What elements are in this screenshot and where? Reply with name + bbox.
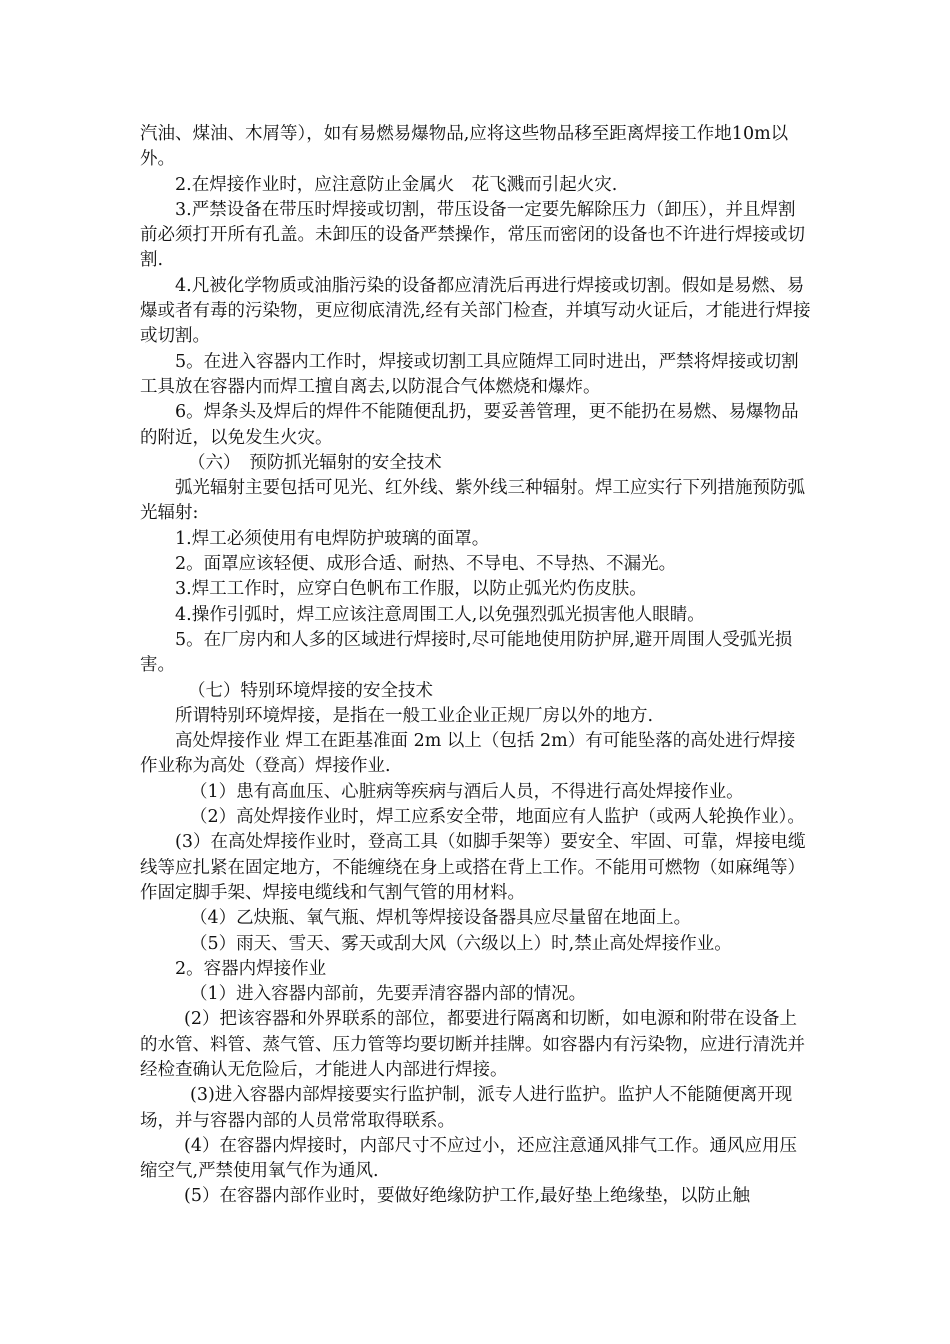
paragraph: 2。面罩应该轻便、成形合适、耐热、不导电、不导热、不漏光。	[175, 554, 677, 575]
paragraph: 4.操作引弧时，焊工应该注意周围工人,以免强烈弧光损害他人眼睛。	[175, 604, 705, 625]
paragraph: 所谓特别环境焊接，是指在一般工业企业正规厂房以外的地方.	[175, 705, 654, 726]
paragraph: 汽油、煤油、木屑等），如有易燃易爆物品,应将这些物品移至距离焊接工作地10m以外。	[140, 124, 789, 170]
paragraph: （5）雨天、雪天、雾天或刮大风（六级以上）时,禁止高处焊接作业。	[190, 933, 732, 954]
document-body	[140, 122, 812, 1210]
paragraph: 5。在进入容器内工作时，焊接或切割工具应随焊工同时进出，严禁将焊接或切割工具放在容器内而焊工擅自离去,以防混合气体燃烧和爆炸。	[140, 351, 799, 397]
paragraph: 1.焊工必须使用有电焊防护玻璃的面罩。	[175, 528, 490, 549]
paragraph: 3.严禁设备在带压时焊接或切割，带压设备一定要先解除压力（卸压），并且焊割前必须打开所有孔盖。未卸压的设备严禁操作，常压而密闭的设备也不许进行焊接或切割.	[140, 199, 805, 271]
subsection-heading: 2。容器内焊接作业	[175, 958, 327, 979]
paragraph: 高处焊接作业 焊工在距基准面 2m 以上（包括 2m）有可能坠落的高处进行焊接作业称为高处（登高）焊接作业.	[140, 731, 796, 777]
section-heading: （六） 预防抓光辐射的安全技术	[188, 452, 442, 473]
paragraph: 弧光辐射主要包括可见光、红外线、紫外线三种辐射。焊工应实行下列措施预防弧光辐射:	[140, 478, 805, 524]
paragraph: （1）进入容器内部前，先要弄清容器内部的情况。	[190, 984, 587, 1005]
paragraph: 4.凡被化学物质或油脂污染的设备都应清洗后再进行焊接或切割。假如是易燃、易爆或者有毒的污染物，更应彻底清洗,经有关部门检查，并填写动火证后，才能进行焊接或切割。	[140, 275, 811, 347]
paragraph: （4）乙炔瓶、氧气瓶、焊机等焊接设备器具应尽量留在地面上。	[190, 908, 692, 929]
paragraph: 2.在焊接作业时，应注意防止金属火 花飞溅而引起火灾.	[175, 174, 618, 195]
paragraph: (3)进入容器内部焊接要实行监护制，派专人进行监护。监护人不能随便离开现场，并与容器内部的人员常常取得联系。	[140, 1085, 793, 1131]
paragraph: （1）患有高血压、心脏病等疾病与酒后人员，不得进行高处焊接作业。	[190, 781, 744, 802]
paragraph: (3）在高处焊接作业时，登高工具（如脚手架等）要安全、牢固、可靠，焊接电缆线等应扎紧在固定地方，不能缠绕在身上或搭在背上工作。不能用可燃物（如麻绳等）作固定脚手架、焊接电缆线和气割气管的用材料。	[140, 832, 806, 903]
paragraph: 5。在厂房内和人多的区域进行焊接时,尽可能地使用防护屏,避开周围人受弧光损害。	[140, 629, 793, 676]
section-heading: （七）特别环境焊接的安全技术	[188, 680, 433, 701]
paragraph: (5）在容器内部作业时，要做好绝缘防护工作,最好垫上绝缘垫，以防止触	[184, 1186, 751, 1207]
paragraph: (2）把该容器和外界联系的部位，都要进行隔离和切断，如电源和附带在设备上的水管、料管、蒸气管、压力管等均要切断并挂牌。如容器内有污染物，应进行清洗并经检查确认无危险后，才能进人内部进行焊接。	[140, 1009, 805, 1080]
paragraph: （2）高处焊接作业时，焊工应系安全带，地面应有人监护（或两人轮换作业）。	[190, 807, 805, 828]
paragraph: 3.焊工工作时，应穿白色帆布工作服，以防止弧光灼伤皮肤。	[175, 579, 647, 600]
paragraph: (4）在容器内焊接时，内部尺寸不应过小，还应注意通风排气工作。通风应用压缩空气,严禁使用氧气作为通风.	[140, 1135, 797, 1182]
paragraph: 6。焊条头及焊后的焊件不能随便乱扔，要妥善管理，更不能扔在易燃、易爆物品的附近，以免发生火灾。	[140, 402, 799, 448]
